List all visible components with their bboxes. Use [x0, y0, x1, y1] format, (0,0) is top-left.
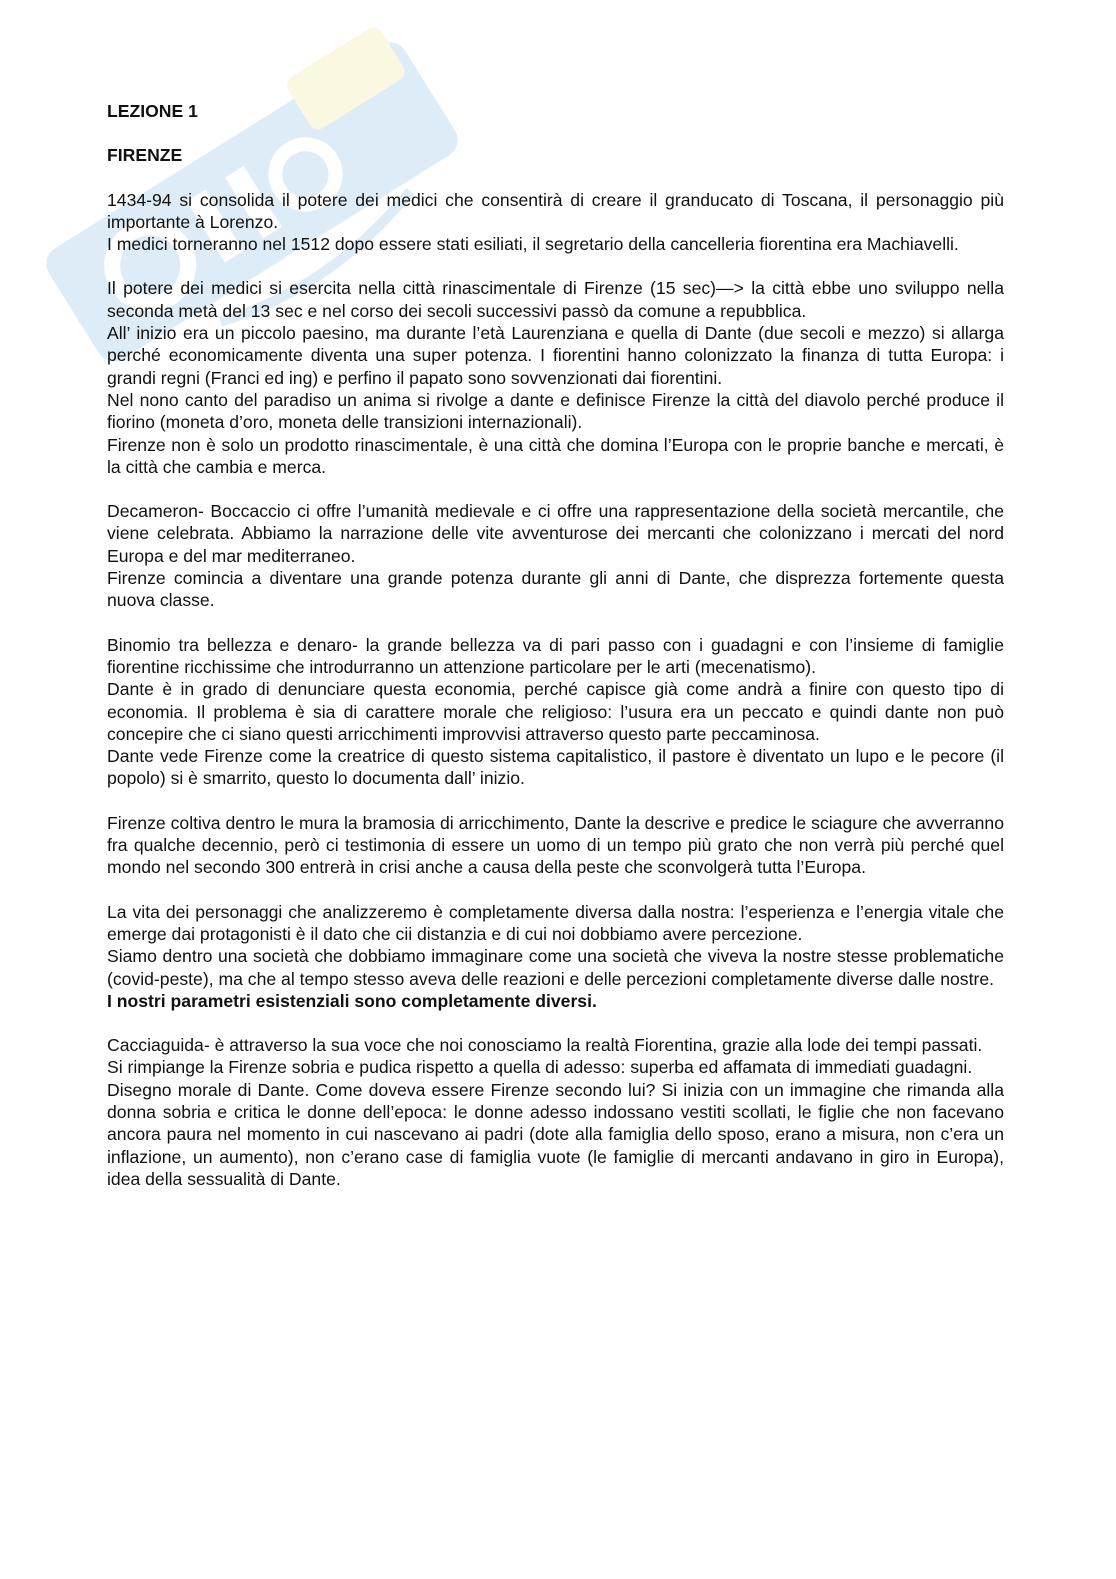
- paragraph: Cacciaguida- è attraverso la sua voce che noi conosciamo la realtà Fiorentina, grazie alla lode dei tempi passati.: [107, 1035, 983, 1056]
- paragraph: Dante è in grado di denunciare questa economia, perché capisce già come andrà a finire con questo tipo di economia. Il problema è sia di carattere morale che religioso: l’usura era un peccato e quindi dante non può concepire che ci siano questi arricchimenti improvvisi attraverso questo parte peccaminosa.: [107, 679, 1004, 744]
- paragraph: Firenze coltiva dentro le mura la bramosia di arricchimento, Dante la descrive e predice le sciagure che avverranno fra qualche decennio, però ci testimonia di essere un uomo di un tempo più grato che non verrà più perché quel mondo nel secondo 300 entrerà in crisi anche a causa della peste che sconvolgerà tutta l’Europa.: [107, 812, 1004, 878]
- paragraph: Siamo dentro una società che dobbiamo immaginare come una società che viveva la nostre stesse problematiche (covid-peste), ma che al tempo stesso aveva delle reazioni e delle percezioni completamente diverse dalle nostre.: [107, 946, 1004, 989]
- topic-heading: FIRENZE: [107, 145, 183, 166]
- paragraph: Disegno morale di Dante. Come doveva essere Firenze secondo lui? Si inizia con un immagine che rimanda alla donna sobria e critica le donne dell’epoca: le donne adesso indossano vestiti scollati, le figlie che non facevano ancora paura nel momento in cui nascevano ai padri (dote alla famiglia dello sposo, erano a misura, non c’era un inflazione, un aumento), non c’erano case di famiglia vuote (le famiglie di mercanti andavano in giro in Europa), idea della sessualità di Dante.: [107, 1079, 1004, 1189]
- section: [107, 1034, 1004, 1190]
- section: [107, 634, 1004, 790]
- paragraph: Binomio tra bellezza e denaro- la grande bellezza va di pari passo con i guadagni e con l’insieme di famiglie fiorentine ricchissime che introdurranno un attenzione particolare per le arti (mecenatismo).: [107, 634, 1004, 677]
- paragraph: Si rimpiange la Firenze sobria e pudica rispetto a quella di adesso: superba ed affamata di immediati guadagni.: [107, 1057, 973, 1078]
- paragraph: Firenze comincia a diventare una grande potenza durante gli anni di Dante, che disprezza fortemente questa nuova classe.: [107, 568, 1004, 611]
- section: [107, 812, 1004, 879]
- paragraph: Dante vede Firenze come la creatrice di questo sistema capitalistico, il pastore è diventato un lupo e le pecore (il popolo) si è smarrito, questo lo documenta dall’ inizio.: [107, 746, 1004, 789]
- bold-paragraph: I nostri parametri esistenziali sono completamente diversi.: [107, 990, 597, 1011]
- document-body: [107, 189, 1004, 1191]
- lesson-heading: LEZIONE 1: [107, 101, 198, 121]
- section: [107, 189, 1004, 256]
- paragraph: Il potere dei medici si esercita nella città rinascimentale di Firenze (15 sec)—> la città ebbe uno sviluppo nella seconda metà del 13 sec e nel corso dei secoli successivi passò da comune a repubblica.: [107, 278, 1004, 321]
- paragraph: Firenze non è solo un prodotto rinascimentale, è una città che domina l’Europa con le proprie banche e mercati, è la città che cambia e merca.: [107, 434, 1004, 477]
- document-page: [107, 100, 1004, 1190]
- section: [107, 500, 1004, 611]
- paragraph: Decameron- Boccaccio ci offre l’umanità medievale e ci offre una rappresentazione della società mercantile, che viene celebrata. Abbiamo la narrazione delle vite avventurose dei mercanti che colonizzano i mercati del nord Europa e del mar mediterraneo.: [107, 501, 1004, 566]
- section: [107, 277, 1004, 478]
- paragraph: Nel nono canto del paradiso un anima si rivolge a dante e definisce Firenze la città del diavolo perché produce il fiorino (moneta d’oro, moneta delle transizioni internazionali).: [107, 389, 1004, 433]
- paragraph: 1434-94 si consolida il potere dei medici che consentirà di creare il granducato di Toscana, il personaggio più importante à Lorenzo.: [107, 189, 1004, 232]
- paragraph: La vita dei personaggi che analizzeremo è completamente diversa dalla nostra: l’esperienza e l’energia vitale che emerge dai protagonisti è il dato che cii distanzia e di cui noi dobbiamo avere percezione.: [107, 901, 1004, 944]
- paragraph: I medici torneranno nel 1512 dopo essere stati esiliati, il segretario della cancelleria fiorentina era Machiavelli.: [107, 234, 959, 255]
- section: [107, 901, 1004, 1012]
- paragraph: All’ inizio era un piccolo paesino, ma durante l’età Laurenziana e quella di Dante (due secoli e mezzo) si allarga perché economicamente diventa una super potenza. I fiorentini hanno colonizzato la finanza di tutta Europa: i grandi regni (Franci ed ing) e perfino il papato sono sovvenzionati dai fiorentini.: [107, 323, 1004, 388]
